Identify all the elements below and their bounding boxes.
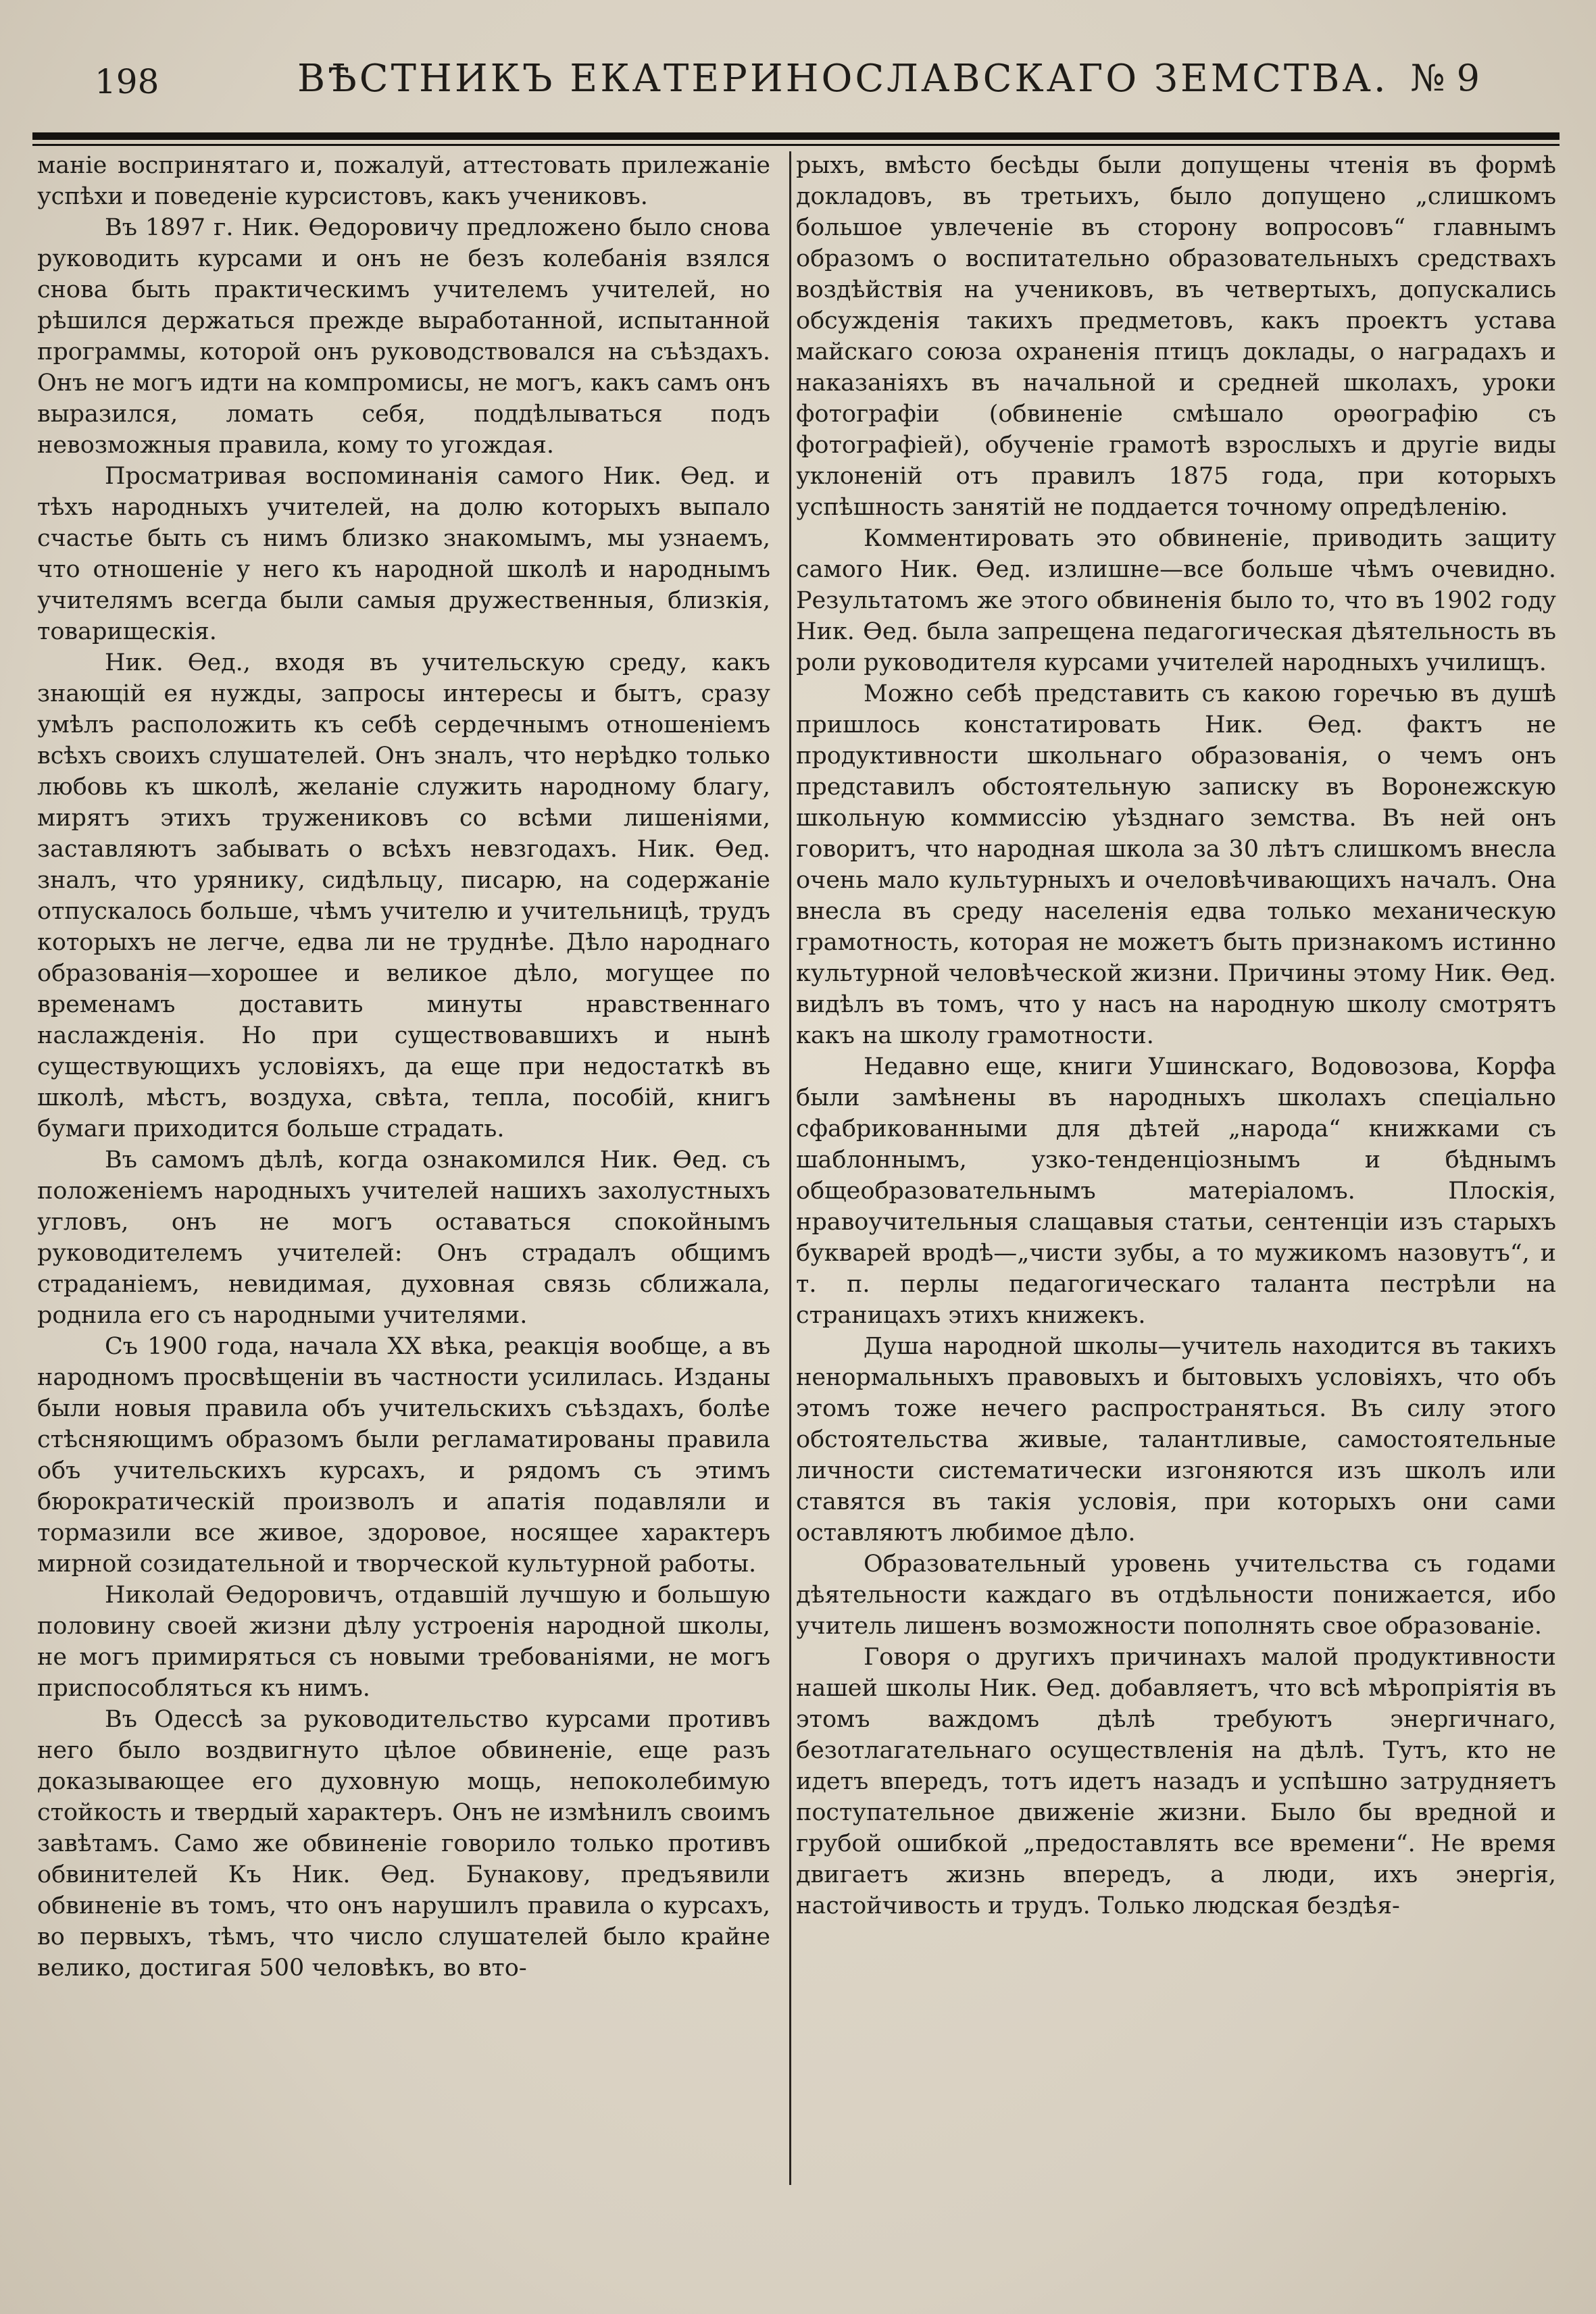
paragraph: Съ 1900 года, начала XX вѣка, реакція вообще, а въ народномъ просвѣщеніи въ частности усилилась. Изданы были новыя правила объ учительскихъ съѣздахъ, болѣе стѣсняющимъ образомъ были регламатированы правила объ учительскихъ курсахъ, и рядомъ съ этимъ бюрократическій произволъ и апатія подавляли и тормазили все живое, здоровое, носящее характеръ мирной созидательной и творческой культурной работы.	[37, 1333, 770, 1578]
column-divider	[789, 151, 791, 2185]
journal-title: ВѢСТНИКЪ ЕКАТЕРИНОСЛАВСКАГО ЗЕМСТВА.	[297, 57, 1389, 101]
paragraph: Недавно еще, книги Ушинскаго, Водовозова, Корфа были замѣнены въ народныхъ школахъ спеціально сфабрикованными для дѣтей „народа“ книжками съ шаблоннымъ, узко-тенденціознымъ и бѣднымъ общеобразовательнымъ матеріаломъ. Плоскія, нравоучительныя слащавыя статьи, сентенціи изъ старыхъ букварей вродѣ—„чисти зубы, а то мужикомъ назовутъ“, и т. п. перлы педагогическаго таланта пестрѣли на страницахъ этихъ книжекъ.	[796, 1053, 1556, 1329]
paragraph: Въ 1897 г. Ник. Ѳедоровичу предложено было снова руководить курсами и онъ не безъ колебанія взялся снова быть практическимъ учителемъ учителей, но рѣшился держаться прежде выработанной, испытанной программы, которой онъ руководствовался на съѣздахъ. Онъ не могъ идти на компромисы, не могъ, какъ самъ онъ выразился, ломать себя, поддѣлываться подъ невозможныя правила, кому то угождая.	[37, 214, 770, 459]
page-header	[95, 27, 1480, 115]
right-column	[796, 150, 1556, 1921]
paragraph: Комментировать это обвиненіе, приводить защиту самого Ник. Ѳед. излишне—все больше чѣмъ очевидно. Результатомъ же этого обвиненія было то, что въ 1902 году Ник. Ѳед. была запрещена педагогическая дѣятельность въ роли руководителя курсами учителей народныхъ училищъ.	[796, 525, 1556, 676]
paragraph: Говоря о другихъ причинахъ малой продуктивности нашей школы Ник. Ѳед. добавляетъ, что всѣ мѣропріятія въ этомъ важдомъ дѣлѣ требуютъ энергичнаго, безотлагательнаго осуществленія на дѣлѣ. Тутъ, кто не идетъ впередъ, тотъ идетъ назадъ и успѣшно затрудняетъ поступательное движеніе жизни. Было бы вредной и грубой ошибкой „предоставлять все времени“. Не время двигаетъ жизнь впередъ, а люди, ихъ энергія, настойчивость и трудъ. Только людская бездѣя-	[796, 1644, 1556, 1919]
left-column	[37, 150, 770, 1984]
header-rule-thin	[32, 144, 1560, 146]
paragraph: Въ Одессѣ за руководительство курсами противъ него было воздвигнуто цѣлое обвиненіе, еще разъ доказывающее его духовную мощь, непоколебимую стойкость и твердый характеръ. Онъ не измѣнилъ своимъ завѣтамъ. Само же обвиненіе говорило только противъ обвинителей Къ Ник. Ѳед. Бунакову, предъявили обвиненіе въ томъ, что онъ нарушилъ правила о курсахъ, во первыхъ, тѣмъ, что число слушателей было крайне велико, достигая 500 человѣкъ, во вто-	[37, 1706, 770, 1982]
paragraph: Образовательный уровень учительства съ годами дѣятельности каждаго въ отдѣльности понижается, ибо учитель лишенъ возможности пополнять свое образованіе.	[796, 1551, 1556, 1640]
paragraph: Николай Ѳедоровичъ, отдавшій лучшую и большую половину своей жизни дѣлу устроенія народной школы, не могъ примиряться съ новыми требованіями, не могъ приспособляться къ нимъ.	[37, 1582, 770, 1702]
paragraph: Въ самомъ дѣлѣ, когда ознакомился Ник. Ѳед. съ положеніемъ народныхъ учителей нашихъ захолустныхъ угловъ, онъ не могъ оставаться спокойнымъ руководителемъ учителей: Онъ страдалъ общимъ страданіемъ, невидимая, духовная связь сближала, роднила его съ народными учителями.	[37, 1147, 770, 1329]
paragraph: маніе воспринятаго и, пожалуй, аттестовать прилежаніе успѣхи и поведеніе курсистовъ, какъ учениковъ.	[37, 152, 770, 210]
paragraph: Ник. Ѳед., входя въ учительскую среду, какъ знающій ея нужды, запросы интересы и бытъ, сразу умѣлъ расположить къ себѣ сердечнымъ отношеніемъ всѣхъ своихъ слушателей. Онъ зналъ, что нерѣдко только любовь къ школѣ, желаніе служить народному благу, мирятъ этихъ тружениковъ со всѣми лишеніями, заставляютъ забывать о всѣхъ невзгодахъ. Ник. Ѳед. зналъ, что урянику, сидѣльцу, писарю, на содержаніе отпускалось больше, чѣмъ учителю и учительницѣ, трудъ которыхъ не легче, едва ли не труднѣе. Дѣло народнаго образованія—хорошее и великое дѣло, могущее по временамъ доставить минуты нравственнаго наслажденія. Но при существовавшихъ и нынѣ существующихъ условіяхъ, да еще при недостаткѣ въ школѣ, мѣстъ, воздуха, свѣта, тепла, пособій, книгъ бумаги приходится больше страдать.	[37, 649, 770, 1142]
page-number: 198	[95, 62, 159, 101]
paragraph: Просматривая воспоминанія самого Ник. Ѳед. и тѣхъ народныхъ учителей, на долю которыхъ выпало счастье быть съ нимъ близко знакомымъ, мы узнаемъ, что отношеніе у него къ народной школѣ и народнымъ учителямъ всегда были самыя дружественныя, близкія, товарищескія.	[37, 463, 770, 645]
header-rule-thick	[32, 132, 1560, 140]
paragraph: Можно себѣ представить съ какою горечью въ душѣ пришлось констатировать Ник. Ѳед. фактъ не продуктивности школьнаго образованія, о чемъ онъ представилъ обстоятельную записку въ Воронежскую школьную коммиссію уѣзднаго земства. Въ ней онъ говоритъ, что народная школа за 30 лѣтъ слишкомъ внесла очень мало культурныхъ и очеловѣчивающихъ началъ. Она внесла въ среду населенія едва только механическую грамотность, которая не можетъ быть признакомъ истинно культурной человѣческой жизни. Причины этому Ник. Ѳед. видѣлъ въ томъ, что у насъ на народную школу смотрятъ какъ на школу грамотности.	[796, 680, 1556, 1049]
paragraph: рыхъ, вмѣсто бесѣды были допущены чтенія въ формѣ докладовъ, въ третьихъ, было допущено „слишкомъ большое увлеченіе въ сторону вопросовъ“ главнымъ образомъ о воспитательно образовательныхъ средствахъ воздѣйствія на учениковъ, въ четвертыхъ, допускались обсужденія такихъ предметовъ, какъ проектъ устава майскаго союза охраненія птицъ доклады, о наградахъ и наказаніяхъ въ начальной и средней школахъ, уроки фотографіи (обвиненіе смѣшало орѳографію съ фотографіей), обученіе грамотѣ взрослыхъ и другіе виды уклоненій отъ правилъ 1875 года, при которыхъ успѣшность занятій не поддается точному опредѣленію.	[796, 152, 1556, 521]
paragraph: Душа народной школы—учитель находится въ такихъ ненормальныхъ правовыхъ и бытовыхъ условіяхъ, что объ этомъ тоже нечего распространяться. Въ силу этого обстоятельства живые, талантливые, самостоятельные личности систематически изгоняются изъ школъ или ставятся въ такія условія, при которыхъ они сами оставляютъ любимое дѣло.	[796, 1333, 1556, 1546]
issue-number: № 9	[1410, 57, 1480, 99]
